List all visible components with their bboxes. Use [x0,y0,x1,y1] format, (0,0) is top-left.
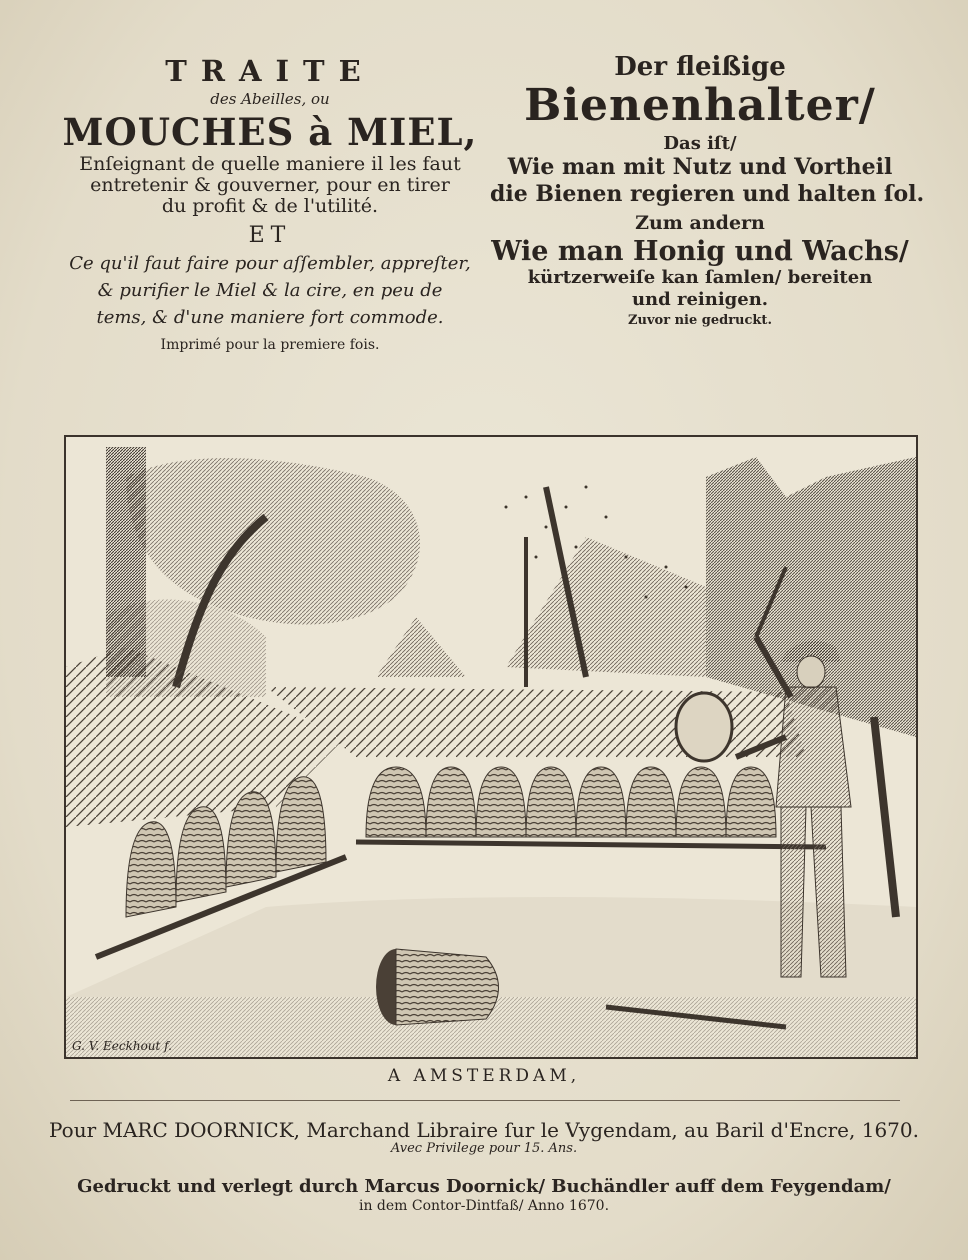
beekeeping-engraving [64,435,918,1059]
german-second-title: Wie man Honig und Wachs/ [491,236,909,267]
french-subtitle: des Abeilles, ou [210,90,330,108]
french-body-line: du profit & de l'utilité. [161,195,379,217]
german-body-line: die Bienen regieren und halten ſol. [490,181,925,207]
german-note: Zuvor nie gedruckt. [628,313,772,328]
german-title-block [490,48,925,328]
german-body2-line: kürtzerweiſe kan ſamlen/ bereiten [527,267,873,288]
french-italic-line: Ce qu'il faut faire pour aſſembler, appreſter, [69,253,471,274]
divider [70,1100,900,1101]
french-body-line: Enſeignant de quelle maniere il les faut [79,153,461,175]
german-body-line: Wie man mit Nutz und Vortheil [507,154,893,180]
engraving-illustration [66,437,916,1057]
french-italic-line: tems, & d'une maniere fort commode. [96,307,444,328]
publisher-line: Pour MARC DOORNICK, Marchand Libraire ſur le Vygendam, au Baril d'Encre, 1670. [49,1118,919,1142]
imprint-city: A AMSTERDAM, [387,1066,581,1086]
french-body-line: entretenir & gouverner, pour en tirer [90,174,450,196]
german-main-title: Bienenhalter/ [524,80,876,131]
french-title: TRAITE [165,54,375,88]
german-place-line: in dem Contor-Dintfaß/ Anno 1670. [358,1198,610,1214]
french-italic-line: & purifier le Miel & la cire, en peu de [97,280,443,301]
german-title: Der fleißige [614,52,786,82]
french-title-block [40,48,500,353]
french-et: ET [248,223,292,248]
engraver-signature: G. V. Eeckhout f. [72,1039,172,1053]
tree-trunk [106,447,146,677]
french-imprint-note: Imprimé pour la premiere fois. [160,337,380,353]
fallen-skep [376,949,499,1025]
french-main-title: MOUCHES à MIEL, [62,110,478,154]
german-zum-andern: Zum andern [635,212,765,234]
privilege-line: Avec Privilege pour 15. Ans. [390,1141,578,1156]
german-das-ist: Das iſt/ [663,133,737,154]
german-body2-line: und reinigen. [631,289,769,310]
german-imprint-line: Gedruckt und verlegt durch Marcus Doornick/ Buchändler auff dem Feygendam/ [77,1176,891,1197]
